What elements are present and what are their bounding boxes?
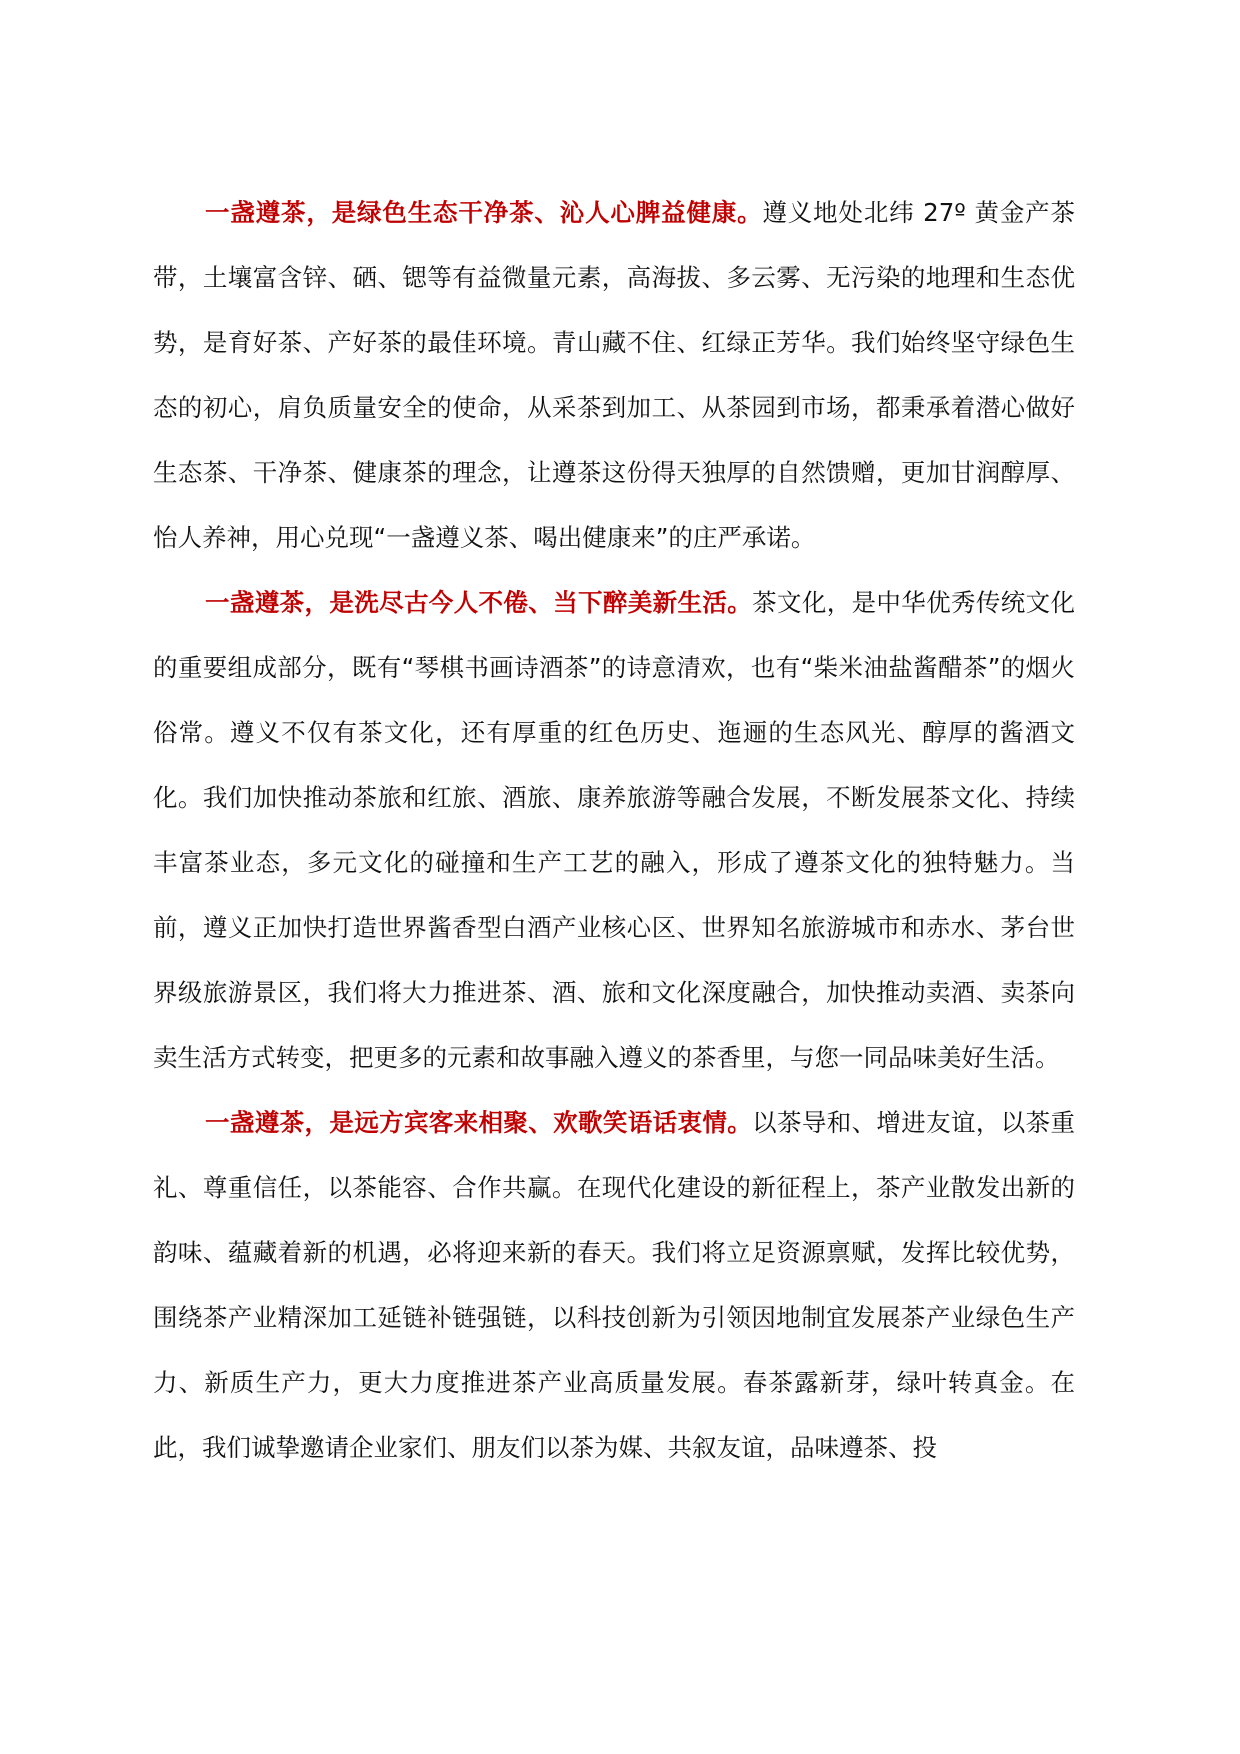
paragraph-3-lead: 一盏遵茶，是远方宾客来相聚、欢歌笑语话衷情。 bbox=[205, 1108, 753, 1137]
document-page bbox=[153, 180, 1075, 1480]
paragraph-3-body: 以茶导和、增进友谊，以茶重礼、尊重信任，以茶能容、合作共赢。在现代化建设的新征程上，茶产业散发出新的韵味、蕴藏着新的机遇，必将迎来新的春天。我们将立足资源禀赋，发挥比较优势，围绕茶产业精深加工延链补链强链，以科技创新为引领因地制宜发展茶产业绿色生产力、新质生产力，更大力度推进茶产业高质量发展。春茶露新芽，绿叶转真金。在此，我们诚挚邀请企业家们、朋友们以茶为媒、共叙友谊，品味遵茶、投 bbox=[153, 1108, 1076, 1462]
paragraph-2-body: 茶文化，是中华优秀传统文化的重要组成部分，既有“琴棋书画诗酒茶”的诗意清欢，也有“柴米油盐酱醋茶”的烟火俗常。遵义不仅有茶文化，还有厚重的红色历史、迤逦的生态风光、醇厚的酱酒文化。我们加快推动茶旅和红旅、酒旅、康养旅游等融合发展，不断发展茶文化、持续丰富茶业态，多元文化的碰撞和生产工艺的融入，形成了遵茶文化的独特魅力。当前，遵义正加快打造世界酱香型白酒产业核心区、世界知名旅游城市和赤水、茅台世界级旅游景区，我们将大力推进茶、酒、旅和文化深度融合，加快推动卖酒、卖茶向卖生活方式转变，把更多的元素和故事融入遵义的茶香里，与您一同品味美好生活。 bbox=[153, 588, 1076, 1072]
paragraph-1-lead: 一盏遵茶，是绿色生态干净茶、沁人心脾益健康。 bbox=[205, 198, 763, 227]
paragraph-2-lead: 一盏遵茶，是洗尽古今人不倦、当下醉美新生活。 bbox=[205, 588, 753, 617]
paragraph-3 bbox=[153, 1090, 1075, 1480]
paragraph-1 bbox=[153, 180, 1075, 570]
paragraph-1-body: 遵义地处北纬 27º 黄金产茶带，土壤富含锌、硒、锶等有益微量元素，高海拔、多云雾、无污染的地理和生态优势，是育好茶、产好茶的最佳环境。青山藏不住、红绿正芳华。我们始终坚守绿色生态的初心，肩负质量安全的使命，从采茶到加工、从茶园到市场，都秉承着潜心做好生态茶、干净茶、健康茶的理念，让遵茶这份得天独厚的自然馈赠，更加甘润醇厚、怡人养神，用心兑现“一盏遵义茶、喝出健康来”的庄严承诺。 bbox=[153, 198, 1075, 552]
paragraph-2 bbox=[153, 570, 1075, 1090]
